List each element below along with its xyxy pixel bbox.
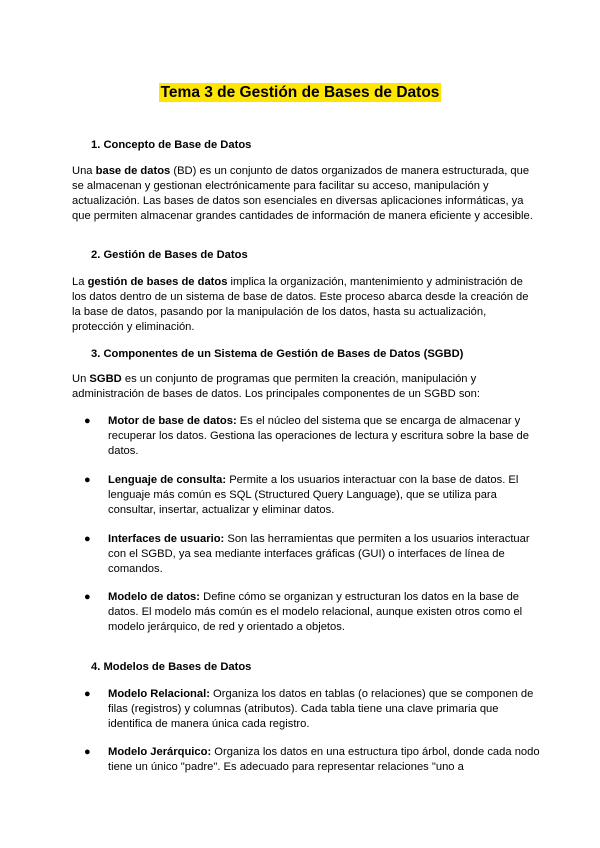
list-item: ● Modelo de datos: Define cómo se organizan y estructuran los datos en la base de datos. El modelo más común es el modelo relacional, aunque existen otros como el modelo jerárquico, de red y orientado a objetos. (84, 591, 523, 634)
list-item: ● Interfaces de usuario: Son las herramientas que permiten a los usuarios interactuar con el SGBD, ya sea mediante interfaces gráficas (GUI) o interfaces de línea de comandos. (84, 533, 530, 576)
term-gestion-bd: gestión de bases de datos (87, 276, 228, 288)
term-sgbd: SGBD (89, 373, 122, 385)
bullet-icon: ● (84, 746, 91, 758)
page-title (0, 84, 600, 102)
bullet-icon: ● (84, 591, 91, 603)
bullet-icon: ● (84, 415, 91, 427)
list-item: ● Modelo Jerárquico: Organiza los datos en una estructura tipo árbol, donde cada nodo tiene un único "padre". Es adecuado para representar relaciones "uno a (84, 746, 540, 774)
section-3-paragraph: Un SGBD es un conjunto de programas que permiten la creación, manipulación y administración de bases de datos. Los principales componentes de un SGBD son: (72, 373, 480, 401)
bullet-icon: ● (84, 474, 91, 486)
list-item: ● Motor de base de datos: Es el núcleo del sistema que se encarga de almacenar y recuperar los datos. Gestiona las operaciones de lectura y escritura sobre la base de datos. (84, 415, 530, 458)
section-2-heading: 2. Gestión de Bases de Datos (91, 249, 248, 261)
section-2-paragraph: La gestión de bases de datos implica la organización, mantenimiento y administración de los datos dentro de un sistema de base de datos. Este proceso abarca desde la creación de la base de datos, pasando por la manipulación de los datos, hasta su actualización, protección y eliminación. (72, 276, 529, 334)
section-1-heading: 1. Concepto de Base de Datos (91, 139, 252, 151)
bullet-icon: ● (84, 533, 91, 545)
page-title-text: Tema 3 de Gestión de Bases de Datos (160, 84, 440, 101)
section-4-heading: 4. Modelos de Bases de Datos (91, 661, 252, 673)
section-3-heading: 3. Componentes de un Sistema de Gestión de Bases de Datos (SGBD) (91, 348, 464, 360)
bullet-icon: ● (84, 688, 91, 700)
term-base-de-datos: base de datos (95, 165, 171, 177)
list-item: ● Modelo Relacional: Organiza los datos en tablas (o relaciones) que se componen de filas (registros) y columnas (atributos). Cada tabla tiene una clave primaria que identifica de manera única cada registro. (84, 688, 534, 731)
list-item: ● Lenguaje de consulta: Permite a los usuarios interactuar con la base de datos. El lenguaje más común es SQL (Structured Query Language), que se utiliza para consultar, insertar, actualizar y eliminar datos. (84, 474, 519, 517)
section-1-paragraph: Una base de datos (BD) es un conjunto de datos organizados de manera estructurada, que se almacenan y gestionan electrónicamente para facilitar su acceso, manipulación y actualización. Las bases de datos son esenciales en diversas aplicaciones informáticas, ya que permiten almacenar grandes cantidades de información de manera eficiente y accesible. (72, 165, 533, 223)
